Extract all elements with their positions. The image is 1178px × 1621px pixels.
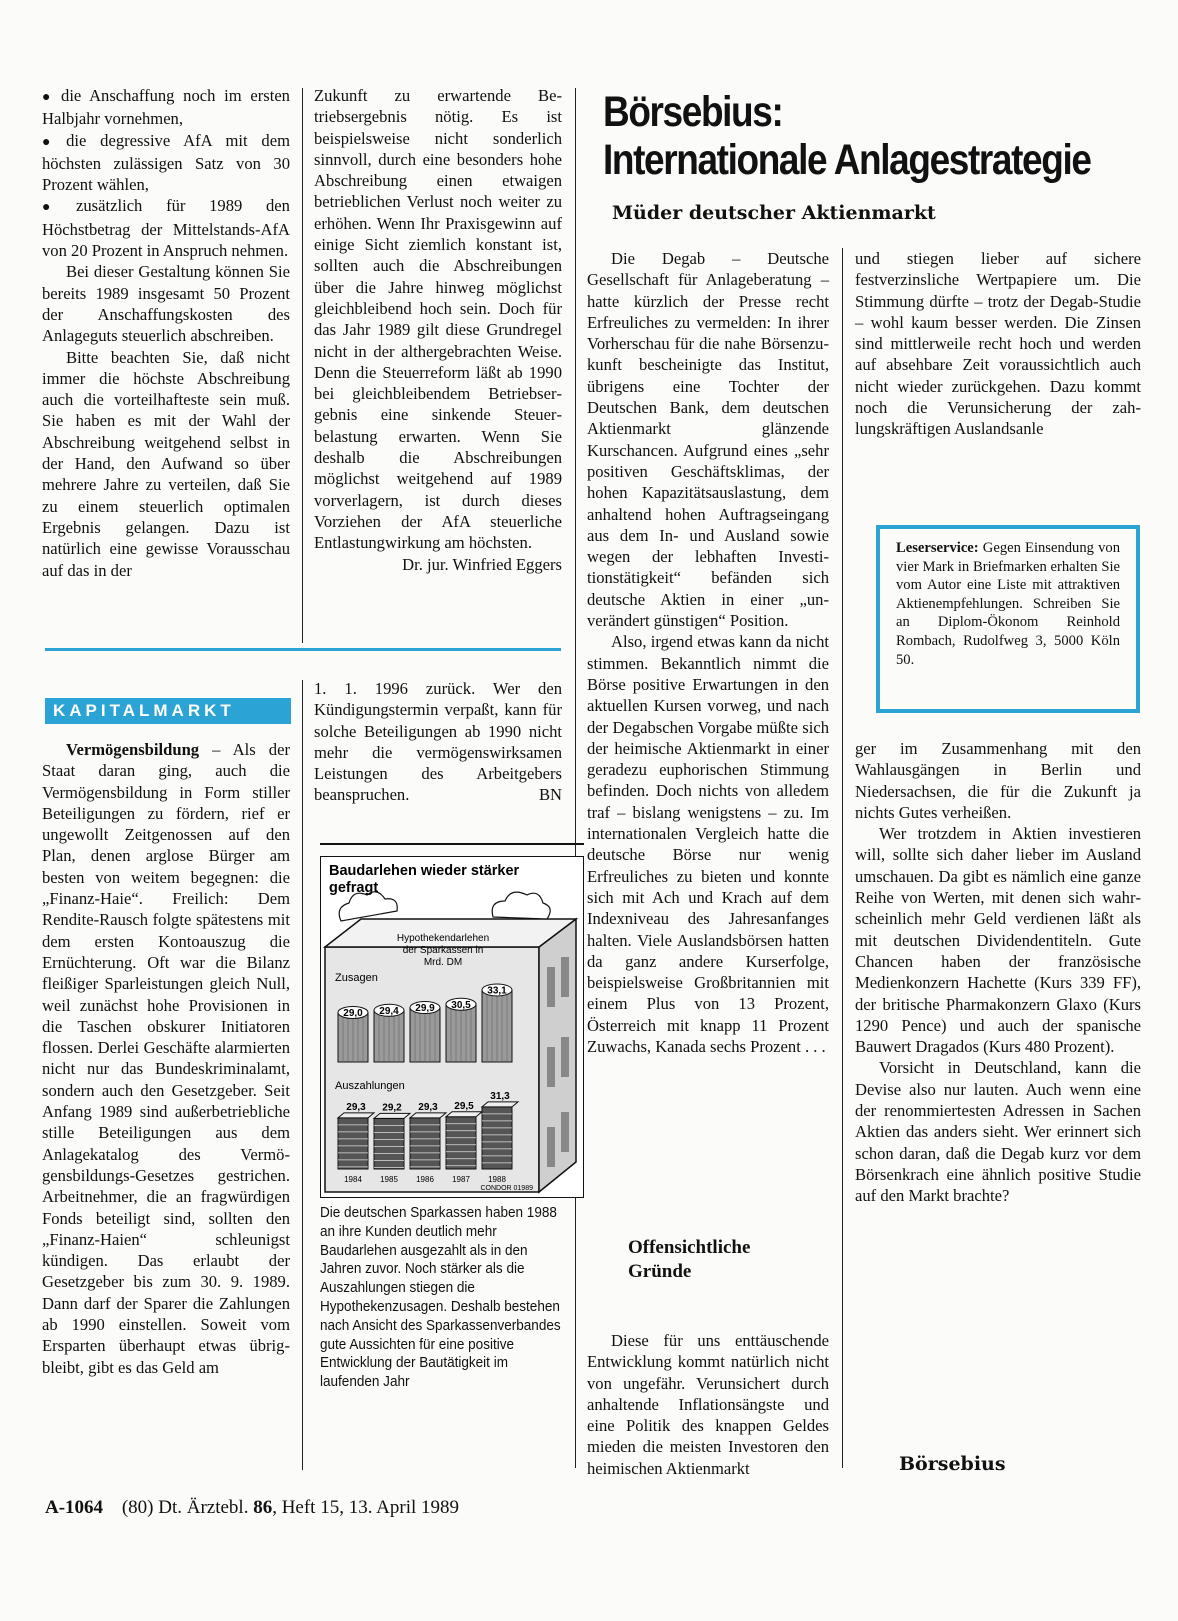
column-1-top (42, 85, 290, 581)
headline-line2: Internationale Anlagestrategie (603, 136, 1091, 184)
footer-issue: , Heft 15, 13. April 1989 (272, 1497, 460, 1518)
column-3 (587, 248, 829, 1057)
data-label-auszahlungen: 29,5 (454, 1100, 474, 1112)
column-3-para-2: Also, irgend etwas kann da nicht stimmen. Bekanntlich nimmt die Börse positive Erwartungen in den aktuellen Kursen vorweg, und nach der Degabschen Vorgabe müßte sich der heimische Aktienmarkt in einer geradezu euphorischen Stimmung befinden. Doch nichts von alledem traf – bislang wenigstens – zu. Im internationalen Vergleich hatte die deutsche Börse nur wenig Erfreuliches zu bieten und konnte sich mit Ach und Krach auf dem Indexniveau des Jahresanfanges halten. Viele Auslandsbörsen hatten da ganz andere Kurserfolge, beispielsweise Großbritannien mit einem Plus von 13 Prozent, Österreich mit knapp 11 Prozent Zuwachs, Kanada sechs Prozent . . . (587, 632, 829, 1056)
column-1-bottom (42, 739, 290, 1378)
chart-subtitle-2: der Sparkassen in (402, 945, 484, 956)
section-tag-kapitalmarkt: KAPITALMARKT (45, 698, 291, 724)
chart-caption: Die deutschen Sparkassen haben 1988 an ihre Kunden deutlich mehr Baudarlehen ausgezahlt als in den Jahren zuvor. Noch stärker als die Auszahlungen stiegen die Hypothekenzusagen. Deshalb bestehen nach Ansicht des Sparkassenverbandes gute Aussichten für eine positive Entwicklung der Bautätigkeit im laufenden Jahr (320, 1205, 561, 1391)
chart-subtitle-1: Hypothekendarlehen (396, 933, 490, 944)
series-label-zusagen: Zusagen (335, 972, 378, 984)
chart-title-line1: Baudarlehen wieder stärker (329, 863, 520, 879)
column-4-para-3: Wer trotzdem in Aktien investieren will, sollte sich daher lieber im Ausland umschauen. Da gibt es nämlich eine ganze Reihe von Werten, mit denen sich wahrscheinlich mehr Geld verdienen läßt als mit deutschen Dividendentiteln. Gute Chancen haben der französische Medienkonzern Hachette (Kurs 339 FF), der britische Pharmakonzern Glaxo (Kurs 1290 Pence) und auch der spanische Bauwert Dragados (Kurs 480 Prozent). (855, 824, 1141, 1057)
data-label-zusagen: 29,4 (379, 1005, 399, 1017)
column-2-top (314, 85, 562, 575)
chart-svg (321, 857, 582, 1196)
section-rule (45, 648, 561, 651)
chart-credit: CONDOR 01989 (480, 1185, 533, 1192)
data-label-auszahlungen: 31,3 (490, 1090, 510, 1102)
window (561, 1112, 569, 1152)
column-3-continued (587, 1330, 829, 1479)
column-4-para-1: und stiegen lieber auf sichere festverzinsliche Wertpapiere um. Die Stimmung dürfte – trotz der Degab-Studie – wohl kaum besser werden. Die Zinsen sind mittlerweile recht hoch und werden auf absehbare Zeit voraussichtlich auch nicht wieder zurückgehen. Dazu kommt noch die Verunsicherung der zahlungskräftigen Auslandsanle (855, 249, 1141, 439)
window (561, 1037, 569, 1077)
column-2-bottom-text: 1. 1. 1996 zurück. Wer den Kündigungstermin verpaßt, kann für solche Beteiligungen ab 1990 nicht mehr die vermögenswirksamen Leistungen des Arbeitgebers beanspruchen. (314, 679, 562, 805)
paragraph: Bei dieser Gestaltung können Sie bereits 1989 insgesamt 50 Prozent der Anschaffungskosten des Anlageguts steuerlich abschreiben. (42, 262, 290, 346)
bar-auszahlungen (374, 1118, 404, 1169)
bar-auszahlungen (410, 1118, 440, 1169)
author-bn: BN (538, 785, 562, 805)
infobox-text: Gegen Einsendung von vier Mark in Briefmarken erhalten Sie vom Autor eine Liste mit attraktiven Aktienempfehlungen. Schreiben Sie an Diplom-Ökonom Reinhold Rombach, Rudolfweg 3, 5000 Köln 50. (896, 540, 1120, 668)
data-label-zusagen: 29,0 (343, 1008, 363, 1019)
column-2-top-text: Zukunft zu erwartende Betriebsergebnis nötig. Es ist beispielsweise nicht sonderlich sinnvoll, durch eine besonders hohe Abschreibung einen etwaigen betrieblichen Verlust noch weiter zu erhöhen. Wenn Ihr Praxisgewinn auf einige Sicht ziemlich konstant ist, sollten auch die Abschreibungen über die Jahre hinweg möglichst gleichbleibend hoch sein. Doch für das Jahr 1989 gilt diese Grundregel nicht in der althergebrachten Weise. Denn die Steuerreform läßt ab 1990 bei gleichbleibendem Betriebsergebnis eine sinkende Steuerbelastung erwarten. Wenn Sie deshalb die Abschreibungen möglichst weitgehend auf 1989 vorverlagern, ist durch dieses Vorziehen der AfA steuerliche Entlastungwirkung am höchsten. (314, 86, 562, 553)
window (561, 957, 569, 997)
data-label-zusagen: 29,9 (415, 1003, 435, 1015)
footer-journal: (80) Dt. Ärztebl. (121, 1497, 254, 1518)
x-tick-label: 1984 (344, 1175, 362, 1184)
headline-line1: Börsebius: (603, 88, 783, 136)
column-4-top (855, 248, 1141, 440)
bar-top (410, 1113, 446, 1118)
author-boersebius: Börsebius (899, 1453, 1006, 1475)
column-1-bottom-text: – Als der Staat daran ging, auch die Vermögensbildung in Form stiller Beteiligungen zu fördern, rief er ungewollt Zeitgenossen auf den Plan, denen arglose Bürger am besten von weitem begegnen: die „Finanz-Haie“. Freilich: Dem Rendite-Rausch folgte spätestens mit dem ersten Kontoauszug die Ernüchterung. Oft war die Bilanz fleißiger Sparleistungen gleich Null, weil zunächst hohe Provisionen in die Taschen obskurer Initiatoren flossen. Derlei Geschäfte alarmierten nicht nur das Bundeskriminalamt, sondern auch den Gesetzgeber. Seit Anfang 1989 sind außerbetriebliche stille Beteiligungen aus dem Anlagekatalog des Vermögensbildungs-Gesetzes gestrichen. Arbeitnehmer, die an fragwürdigen Fonds beteiligt sind, sollten den „Finanz-Haien“ schleunigst kündigen. Das erlaubt der Gesetzgeber bis zum 30. 9. 1989. Dann darf der Sparer die Zahlungen ab 1990 einstellen. Soweit vom Ersparten überhaupt etwas übrigbleibt, gibt es das Geld am (42, 740, 290, 1377)
bullet-item: ● die degressive AfA mit dem höchsten zulässigen Satz von 30 Prozent wählen, (42, 130, 290, 196)
subheadline: Müder deutscher Aktienmarkt (612, 202, 936, 224)
data-label-auszahlungen: 29,3 (346, 1101, 366, 1113)
bar-auszahlungen (338, 1118, 368, 1169)
tree-right (492, 892, 550, 919)
bar-top (374, 1113, 410, 1118)
tree-left (339, 892, 397, 921)
bar-auszahlungen (482, 1107, 512, 1169)
x-tick-label: 1986 (416, 1175, 434, 1184)
data-label-auszahlungen: 29,2 (382, 1102, 402, 1114)
bar-top (338, 1113, 374, 1118)
column-4-para-4: Vorsicht in Deutschland, kann die Devise also nur lauten. Auch wenn eine der renommiertesten Adressen in Sachen Aktien das anders sieht. Wer erinnert sich schon daran, daß die Degab kurz vor dem Börsenkrach eine ähnlich positive Studie auf den Markt brachte? (855, 1058, 1141, 1206)
leserservice-box (876, 525, 1140, 713)
paragraph: Bitte beachten Sie, daß nicht immer die höchste Abschreibung auch die vorteilhafteste sein muß. Sie haben es mit der Wahl der Abschreibung weitgehend selbst in der Hand, den Aufwand so über mehrere Jahre zu verteilen, daß Sie zu einem steuerlich optimalen Ergebnis gelangen. Dazu ist natürlich eine gewisse Vorausschau auf das in der (42, 347, 290, 580)
author-eggers: Dr. jur. Winfried Eggers (402, 554, 562, 574)
page-footer (45, 1497, 459, 1519)
data-label-zusagen: 30,5 (451, 999, 471, 1011)
x-tick-label: 1988 (488, 1175, 506, 1184)
column-2-bottom (314, 678, 562, 806)
bullet-item: ● zusätzlich für 1989 den Höchstbetrag der Mittelstands-AfA von 20 Prozent in Anspruch nehmen. (42, 195, 290, 261)
column-divider (302, 88, 303, 643)
lead-vermoegensbildung: Vermögensbildung (66, 740, 200, 759)
bar-top (446, 1112, 482, 1117)
data-label-auszahlungen: 29,3 (418, 1101, 438, 1113)
infobox-lead: Leserservice: (896, 540, 979, 556)
column-divider (302, 680, 303, 1470)
headline (603, 88, 1091, 184)
chart-subtitle-3: Mrd. DM (423, 957, 463, 968)
building-side (539, 919, 576, 1192)
chart-baudarlehen (320, 856, 584, 1198)
column-3-para-3: Diese für uns enttäuschende Entwicklung kommt natürlich nicht von ungefähr. Verunsichert durch anhaltende Inflationsängste und eine Politik des knappen Geldes mieden die meisten Investoren den heimischen Aktienmarkt (587, 1331, 829, 1478)
column-divider (842, 248, 843, 1468)
subheading-offensichtliche-gruende: Offensichtliche Gründe (628, 1237, 751, 1282)
page-number: A-1064 (45, 1497, 104, 1518)
window (547, 967, 555, 1007)
series-label-auszahlungen: Auszahlungen (335, 1080, 405, 1092)
column-divider (575, 88, 576, 1468)
column-4-bottom (855, 738, 1141, 1207)
bullet-item: ● die Anschaffung noch im ersten Halbjahr vornehmen, (42, 85, 290, 130)
window (547, 1127, 555, 1167)
bar-auszahlungen (446, 1117, 476, 1169)
bar-top (482, 1102, 518, 1107)
column-4-para-2: ger im Zusammenhang mit den Wahlausgängen in Berlin und Niedersachsen, die für die Zukunft ja nichts Gutes verheißen. (855, 739, 1141, 822)
chart-title-line2: gefragt (329, 880, 379, 896)
x-tick-label: 1985 (380, 1175, 398, 1184)
footer-volume: 86 (253, 1497, 273, 1518)
x-tick-label: 1987 (452, 1175, 470, 1184)
data-label-zusagen: 33,1 (487, 985, 507, 997)
window (547, 1047, 555, 1087)
column-3-para-1: Die Degab – Deutsche Gesellschaft für Anlageberatung – hatte kürzlich der Presse recht Erfreuliches zu vermelden: In ihrer Vorherschau für die nahe Börsenzukunft bescheinigte das Institut, übrigens eine Tochter der Deutschen Bank, dem deutschen Aktienmarkt glänzende Kurschancen. Aufgrund eines „sehr positiven Geschäftsklimas, der hohen Kapazitätsauslastung, dem anhaltend hohen Auftragseingang aus dem In- und Ausland sowie wegen der lebhaften Investitionstätigkeit“ befänden sich deutsche Aktien in einer „unverändert günstigen“ Position. (587, 249, 829, 631)
chart-top-rule (320, 843, 584, 845)
